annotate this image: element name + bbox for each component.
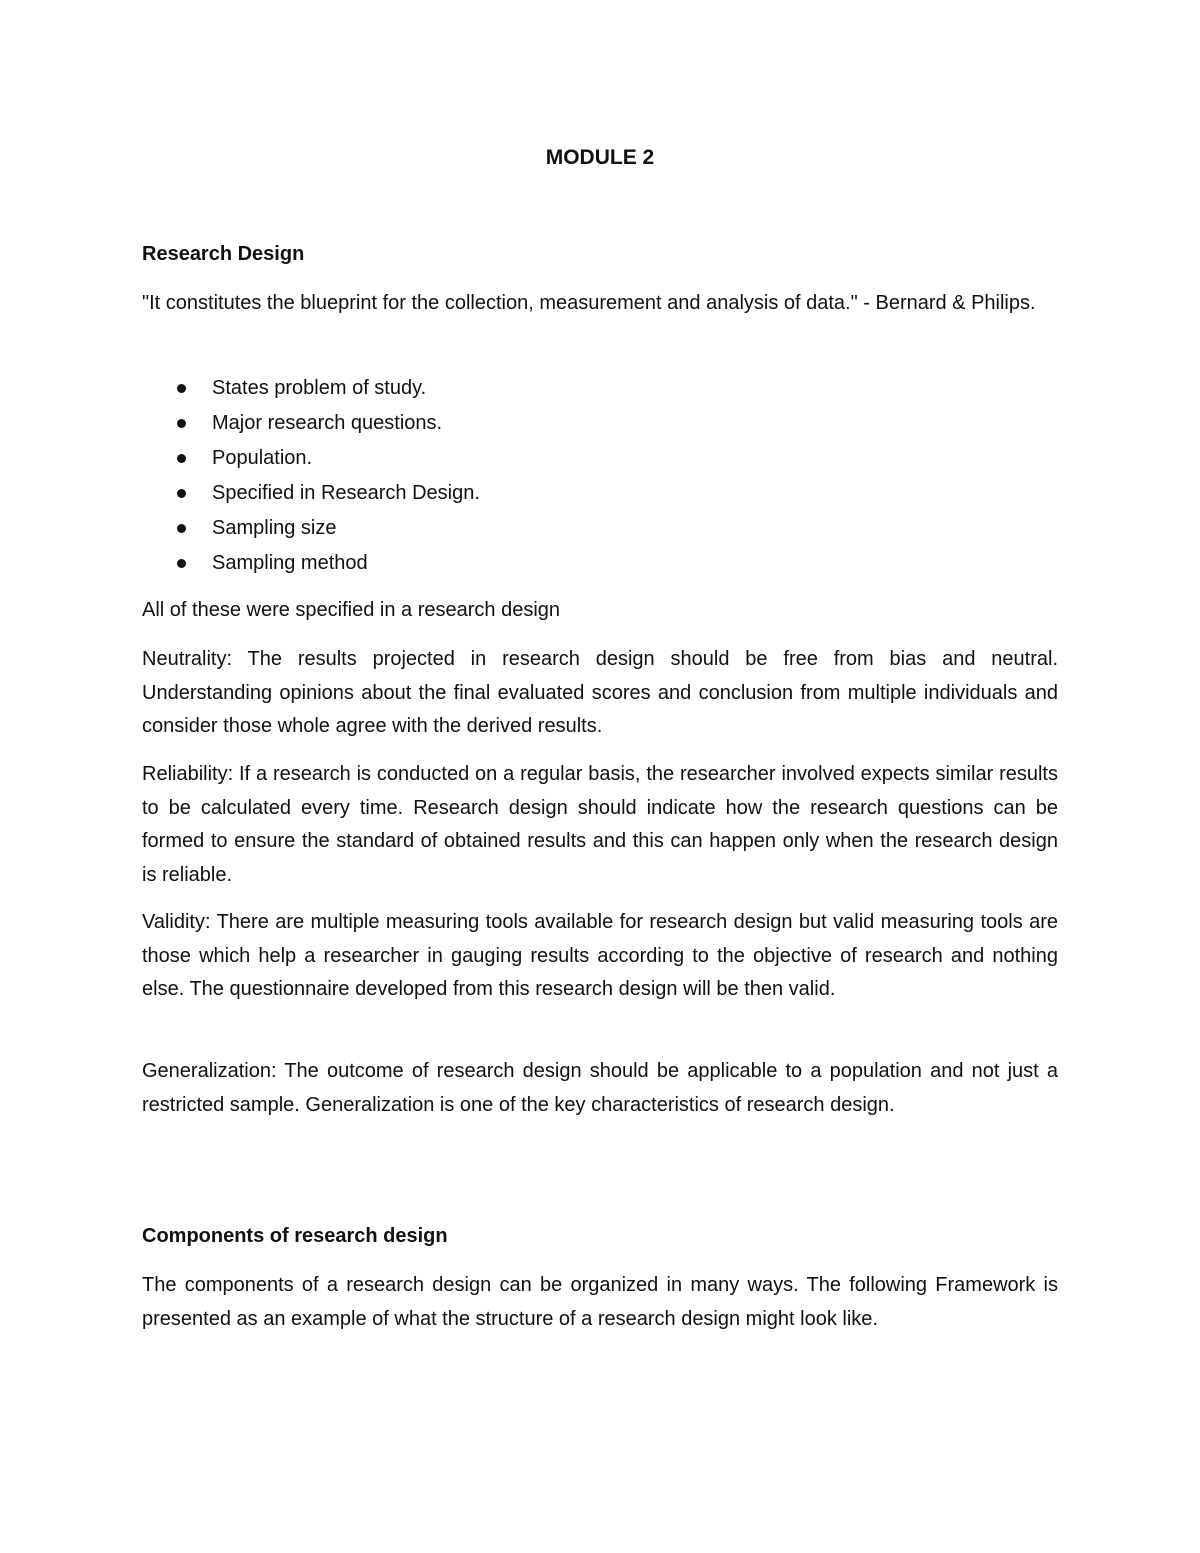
generalization-paragraph: Generalization: The outcome of research design should be applicable to a population and not just a restricted sample. Generalization is one of the key characteristics of research design.	[142, 1060, 1058, 1116]
list-item	[142, 441, 480, 476]
list-item-text: Sampling method	[212, 552, 368, 574]
list-item	[142, 406, 480, 441]
bullet-icon	[177, 489, 186, 498]
research-design-heading: Research Design	[142, 243, 305, 265]
list-item-text: Population.	[212, 447, 313, 469]
bullet-icon	[177, 384, 186, 393]
list-item-text: States problem of study.	[212, 377, 427, 399]
list-item-text: Specified in Research Design.	[212, 482, 480, 504]
bullet-icon	[177, 524, 186, 533]
module-title: MODULE 2	[545, 146, 655, 169]
list-item-text: Sampling size	[212, 517, 337, 539]
neutrality-paragraph: Neutrality: The results projected in research design should be free from bias and neutral. Understanding opinions about the final evaluated scores and conclusion from multiple individuals and consider those whole agree with the derived results.	[142, 648, 1058, 737]
definition-quote: "It constitutes the blueprint for the collection, measurement and analysis of data." - Bernard & Philips.	[142, 292, 1036, 314]
list-item	[142, 476, 480, 511]
reliability-paragraph: Reliability: If a research is conducted on a regular basis, the researcher involved expects similar results to be calculated every time. Research design should indicate how the research questions can be formed to ensure the standard of obtained results and this can happen only when the research design is reliable.	[142, 763, 1058, 886]
list-item-text: Major research questions.	[212, 412, 443, 434]
validity-paragraph: Validity: There are multiple measuring tools available for research design but valid measuring tools are those which help a researcher in gauging results according to the objective of research and nothing else. The questionnaire developed from this research design will be then valid.	[142, 911, 1058, 1000]
bullet-icon	[177, 419, 186, 428]
bullet-icon	[177, 454, 186, 463]
components-paragraph: The components of a research design can be organized in many ways. The following Framework is presented as an example of what the structure of a research design might look like.	[142, 1274, 1058, 1330]
bullet-icon	[177, 559, 186, 568]
summary-text: All of these were specified in a research design	[142, 599, 561, 621]
design-elements-list	[142, 371, 480, 581]
list-item	[142, 371, 480, 406]
list-item	[142, 511, 480, 546]
components-heading: Components of research design	[142, 1225, 448, 1247]
list-item	[142, 546, 480, 581]
